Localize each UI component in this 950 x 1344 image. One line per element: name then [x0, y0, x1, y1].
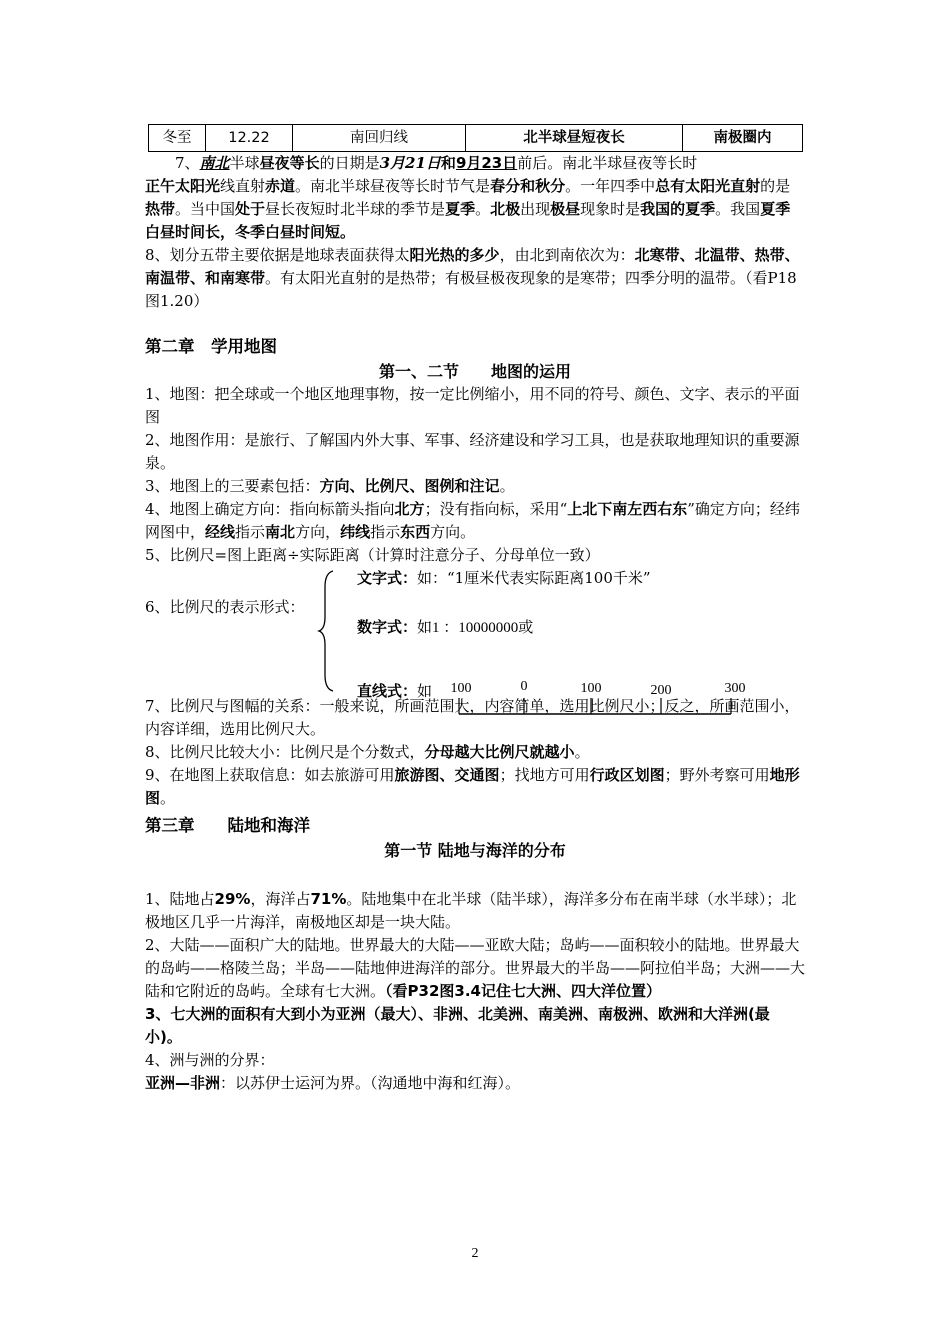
text: 。当中国	[175, 200, 236, 218]
text: 方向，	[295, 523, 341, 541]
text: 。	[499, 477, 515, 495]
text-bold: 昼夜等长	[259, 154, 320, 172]
text: 的日期是	[319, 154, 380, 172]
text: 9、在地图上获取信息：如去旅游可用	[145, 766, 395, 784]
item-3-5	[145, 1072, 805, 1095]
text-bold: 总有太阳光直射	[655, 177, 761, 195]
text: 8、划分五带主要依据是地球表面获得太	[145, 246, 410, 264]
text-bold: 赤道	[265, 177, 296, 195]
page-content	[145, 124, 805, 1095]
text-bold: 处于	[235, 200, 266, 218]
text: 昼长夜短时北半球的季节是	[265, 200, 446, 218]
text-bold: 亚洲—非洲	[145, 1074, 221, 1092]
item-2-1: 1、地图：把全球或一个地区地理事物，按一定比例缩小，用不同的符号、颜色、文字、表示的平面图	[145, 385, 800, 426]
text: 。	[574, 743, 590, 761]
text-bold: 东西	[400, 523, 431, 541]
text: ，由北到南依次为：	[499, 246, 635, 264]
text-bold: 极昼	[550, 200, 581, 218]
text-bold: 分母越大比例尺就越小	[424, 743, 575, 761]
item-2-9	[145, 764, 805, 810]
text: 1、陆地占	[145, 890, 215, 908]
text-bold: 热带	[145, 200, 176, 218]
item-3-4: 4、洲与洲的分界：	[145, 1051, 275, 1069]
item-2-8	[145, 741, 805, 764]
text: 。陆地集中在北半球（陆半球），海洋多分布在南半球（水半球）；北极地区几乎一片海洋，南极地区却是一块大陆。	[145, 890, 797, 931]
text: 如：“1厘米代表实际距离100千米”	[417, 569, 651, 587]
text-bold: 北极	[490, 200, 521, 218]
text: 半球	[229, 154, 260, 172]
text-bold: 夏季	[445, 200, 476, 218]
line-form	[357, 680, 432, 703]
scale-forms-label: 6、比例尺的表示形式：	[145, 598, 305, 616]
text: 。	[160, 789, 176, 807]
scale-tick-label: 0	[520, 679, 528, 694]
text: 3、地图上的三要素包括：	[145, 477, 320, 495]
text: 前后。南北半球昼夜等长时	[517, 154, 698, 172]
text: 。南北半球昼夜等长时节气是	[295, 177, 491, 195]
item-2-4	[145, 498, 805, 544]
chapter-2-title: 第二章 学用地图	[145, 337, 277, 356]
text-bold: 旅游图、交通图	[394, 766, 500, 784]
text: 。	[475, 200, 491, 218]
item-3-2	[145, 934, 805, 1003]
table-row	[149, 125, 803, 152]
text-bold: 直线式：	[357, 682, 418, 700]
chapter-3-title: 第三章 陆地和海洋	[145, 816, 310, 835]
text: 2、大陆——面积广大的陆地。世界最大的大陆——亚欧大陆；岛屿——面积较小的陆地。世界最大的岛屿——格陵兰岛；半岛——陆地伸进海洋的部分。世界最大的半岛——阿拉伯半岛；大洲——大陆和它附近的岛屿。全球有七大洲。	[145, 936, 806, 1000]
item-2-5: 5、比例尺=图上距离÷实际距离（计算时注意分子、分母单位一致）	[145, 546, 600, 564]
text: 4、地图上确定方向：指向标箭头指向	[145, 500, 395, 518]
scale-tick-label: 300	[724, 681, 745, 696]
text: ：以苏伊士运河为界。（沟通地中海和红海）。	[220, 1074, 521, 1092]
text-bold: 方向、比例尺、图例和注记	[319, 477, 500, 495]
text-form	[357, 567, 651, 590]
text: 现象时是	[580, 200, 641, 218]
text: 方向。	[430, 523, 476, 541]
scale-tick-label: 100	[580, 681, 602, 696]
text-bold: 29%	[214, 890, 251, 908]
solstice-table	[148, 124, 803, 152]
text: ；野外考察可用	[664, 766, 770, 784]
text: ；找地方可用	[499, 766, 590, 784]
section-title-land-sea: 第一节 陆地与海洋的分布	[384, 841, 566, 860]
text-bold: 上北下南左西右东	[567, 500, 688, 518]
paragraph-8	[145, 244, 805, 313]
text: 。一年四季中	[565, 177, 656, 195]
numeric-form	[357, 616, 533, 640]
text: 7、	[175, 154, 200, 172]
paragraph-7	[145, 152, 805, 175]
text-bold: 3月21日	[379, 154, 441, 172]
item-2-3	[145, 475, 805, 498]
text-bold: 南北	[199, 154, 230, 172]
text-bold: 北寒带、北温带、热带、南温带、和南寒带	[145, 246, 800, 287]
item-3-1	[145, 888, 805, 934]
section-title-map-use: 第一、二节 地图的运用	[378, 362, 571, 381]
item-3-3: 3、七大洲的面积有大到小为亚洲（最大）、非洲、北美洲、南美洲、南极洲、欧洲和大洋洲(最小)。	[145, 1005, 770, 1046]
text-bold: 经线	[205, 523, 236, 541]
table-cell-daylength: 北半球昼短夜长	[466, 125, 683, 152]
text: 出现	[520, 200, 551, 218]
paragraph-7-cont	[145, 175, 805, 244]
item-2-7: 7、比例尺与图幅的关系：一般来说，所画范围大，内容简单，选用比例尺小；反之，所画范围小，内容详细，选用比例尺大。	[145, 697, 800, 738]
text: 指示	[235, 523, 266, 541]
scale-tick-label: 100	[450, 681, 472, 696]
text-bold: 正午太阳光	[145, 177, 221, 195]
text: 如1 ：10000000或	[417, 620, 534, 636]
text-bold: 行政区划图	[589, 766, 665, 784]
page-number: 2	[471, 1246, 479, 1261]
text-bold: 春分和秋分	[490, 177, 566, 195]
text-bold: 北方	[394, 500, 425, 518]
text-bold: 数字式：	[357, 618, 418, 636]
text-bold: 地形图	[145, 766, 800, 807]
text: 的是	[760, 177, 791, 195]
table-cell-sun-position: 南回归线	[293, 125, 466, 152]
text-bold: 南北	[265, 523, 296, 541]
text-bold: 和	[440, 154, 456, 172]
text-bold: 9月23日	[455, 154, 518, 172]
text: 如	[417, 682, 433, 700]
brace-icon	[317, 569, 337, 693]
text-bold: 文字式：	[357, 569, 418, 587]
table-cell-date: 12.22	[206, 125, 293, 152]
scale-forms-block	[145, 567, 805, 700]
text: ”确定方向；经纬网图中，	[145, 500, 800, 541]
text: 。有太阳光直射的是热带；有极昼极夜现象的是寒带；四季分明的温带。（看P18图1.20）	[145, 269, 797, 310]
text: 8、比例尺比较大小：比例尺是个分数式，	[145, 743, 425, 761]
scale-tick-label: 200	[650, 683, 672, 698]
text: 。我国	[715, 200, 761, 218]
text: ，海洋占	[250, 890, 311, 908]
text-bold: （看P32图3.4记住七大洲、四大洋位置）	[385, 982, 661, 1000]
table-cell-polar: 南极圈内	[683, 125, 803, 152]
text-bold: 我国的夏季	[640, 200, 716, 218]
text: 指示	[370, 523, 401, 541]
line-scale-bar	[445, 678, 745, 724]
text-bold: 夏季白昼时间长，冬季白昼时间短。	[145, 200, 791, 241]
table-cell-season: 冬至	[149, 125, 206, 152]
text-bold: 阳光热的多少	[409, 246, 500, 264]
text: ；没有指向标，采用“	[424, 500, 568, 518]
text-bold: 71%	[310, 890, 347, 908]
text-bold: 纬线	[340, 523, 371, 541]
item-2-2: 2、地图作用：是旅行、了解国内外大事、军事、经济建设和学习工具，也是获取地理知识的重要源泉。	[145, 431, 800, 472]
text: 线直射	[220, 177, 266, 195]
